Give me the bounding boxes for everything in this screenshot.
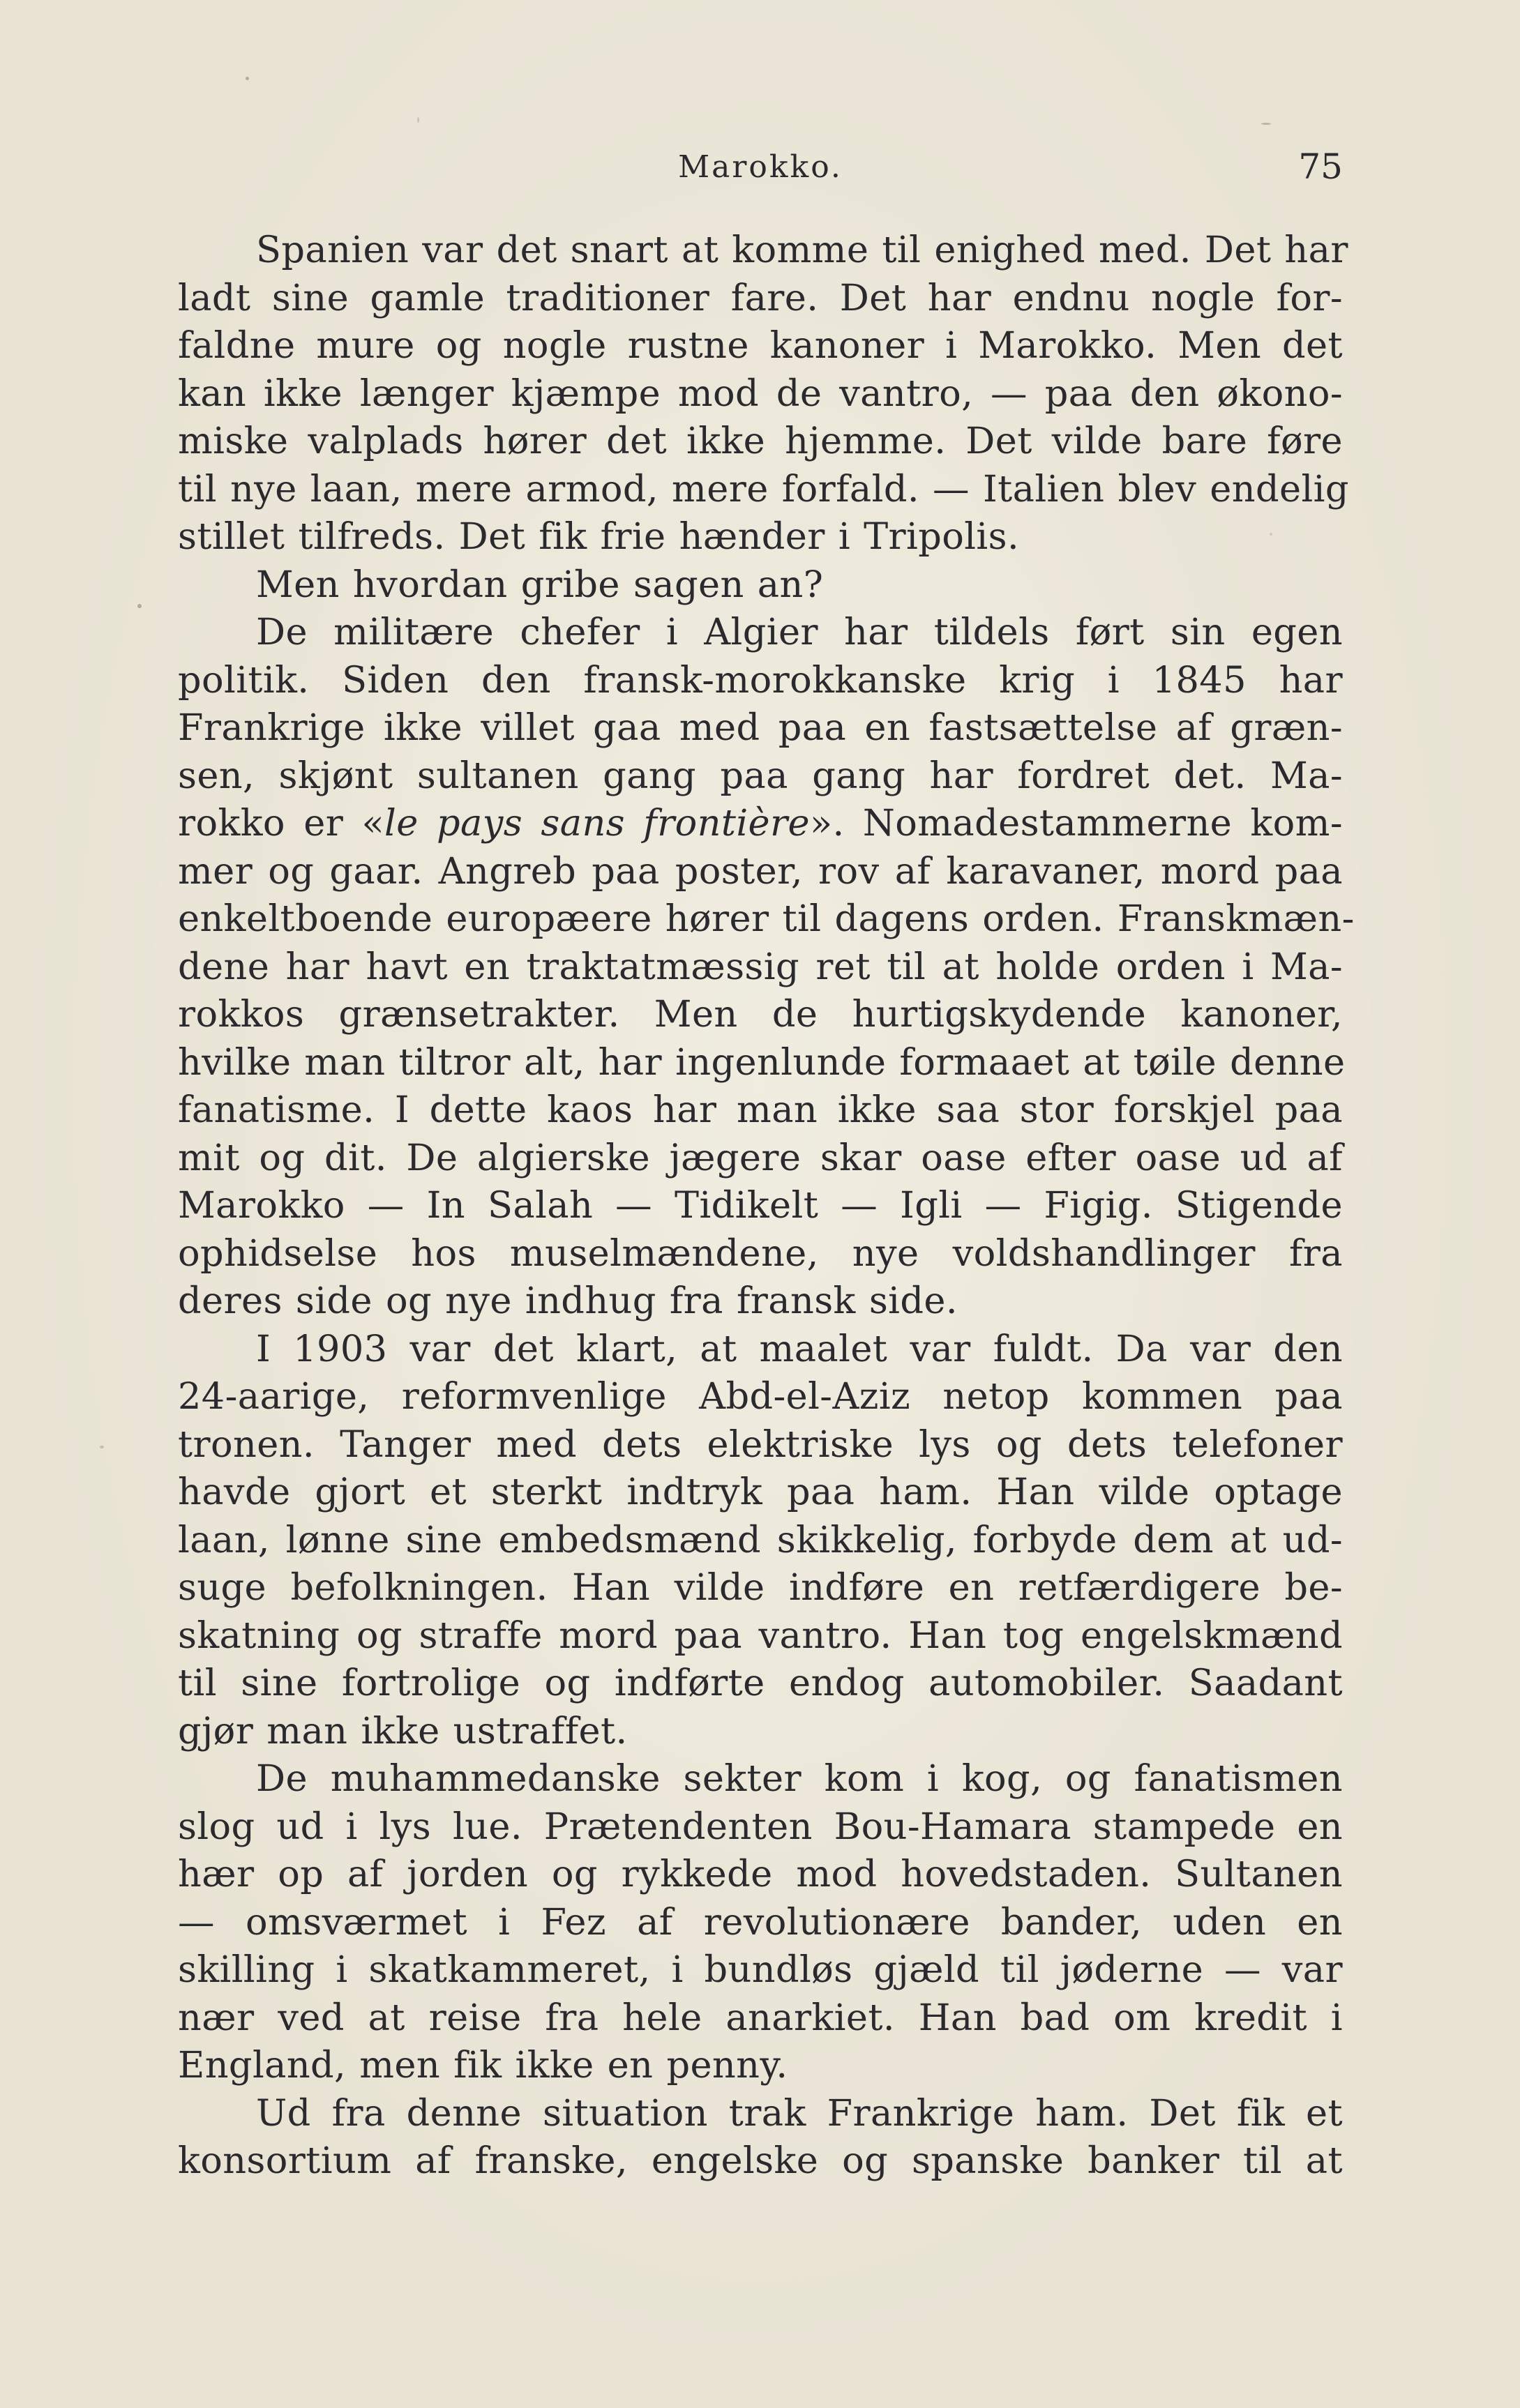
text-line-content: laan, lønne sine embedsmænd skikkelig, forbyde dem at ud-: [178, 1518, 1343, 1561]
text-line: [178, 1278, 1343, 1326]
text-line: [178, 1230, 1343, 1278]
text-line: [178, 2137, 1343, 2186]
text-line-content: 24-aarige, reformvenlige Abd-el-Aziz netop kommen paa: [178, 1375, 1343, 1418]
running-title: Marokko.: [678, 149, 843, 185]
text-line-content: havde gjort et sterkt indtryk paa ham. Han vilde optage: [178, 1471, 1343, 1513]
text-line: [178, 1803, 1343, 1852]
italic-phrase: le pays sans frontière: [384, 802, 810, 845]
text-line: [178, 2042, 1343, 2090]
page-number: 75: [1298, 146, 1343, 187]
text-line-content: mer og gaar. Angreb paa poster, rov af karavaner, mord paa: [178, 849, 1343, 893]
text-line: [178, 275, 1343, 323]
text-line-content: nær ved at reise fra hele anarkiet. Han bad om kredit i: [178, 1996, 1343, 2039]
text-line: [178, 1851, 1343, 1899]
text-line: [178, 1326, 1343, 1374]
text-line-content: miske valplads hører det ikke hjemme. Det vilde bare føre: [178, 420, 1343, 462]
text-line: [178, 466, 1349, 514]
text-line: [178, 1086, 1343, 1135]
paper-speck: [100, 1446, 104, 1448]
text-line-content: — omsværmet i Fez af revolutionære bander, uden en: [178, 1900, 1343, 1944]
text-line: [178, 513, 1343, 561]
text-line: [178, 895, 1355, 944]
text-line: [178, 1135, 1343, 1183]
text-line: [178, 752, 1343, 801]
text-line: [178, 657, 1343, 705]
text-line: [178, 1564, 1343, 1612]
text-line-content: til nye laan, mere armod, mere forfald. — Italien blev endelig: [178, 467, 1349, 510]
text-line: [178, 1708, 1343, 1756]
text-line-content: enkeltboende europæere hører til dagens orden. Franskmæn-: [178, 898, 1355, 940]
text-line-content: gjør man ikke ustraffet.: [178, 1709, 628, 1752]
body-text: [178, 227, 1355, 2186]
text-line-content: skatning og straffe mord paa vantro. Han tog engelskmænd: [178, 1614, 1343, 1657]
text-line-content: ladt sine gamle traditioner fare. Det har endnu nogle for-: [178, 276, 1343, 319]
text-line: [178, 418, 1343, 466]
paper-speck: [137, 604, 142, 608]
text-line-content: skilling i skatkammeret, i bundløs gjæld til jøderne — var: [178, 1948, 1343, 1991]
text-line-content: slog ud i lys lue. Prætendenten Bou-Hamara stampede en: [178, 1805, 1343, 1848]
text-line: [178, 1039, 1346, 1087]
text-line-continuation: ». Nomadestammerne kom-: [809, 802, 1343, 845]
text-line: [178, 561, 1343, 609]
text-line: [178, 848, 1343, 896]
text-line-content: Ud fra denne situation trak Frankrige ham. Det fik et: [256, 2091, 1343, 2135]
text-line-content: De muhammedanske sekter kom i kog, og fanatismen: [256, 1757, 1343, 1800]
text-line-content: kan ikke længer kjæmpe mod de vantro, — paa den økono-: [178, 372, 1343, 415]
paper-speck: [1261, 123, 1271, 125]
text-line: [178, 944, 1343, 992]
text-line-content: faldne mure og nogle rustne kanoner i Marokko. Men det: [178, 324, 1343, 367]
text-line: [178, 1469, 1343, 1517]
text-line-content: hær op af jorden og rykkede mod hovedstaden. Sultanen: [178, 1853, 1343, 1895]
text-line: [178, 1946, 1343, 1994]
text-line-content: De militære chefer i Algier har tildels ført sin egen: [256, 611, 1343, 653]
text-line-content: rokkos grænsetrakter. Men de hurtigskydende kanoner,: [178, 993, 1343, 1036]
text-line-content: til sine fortrolige og indførte endog automobiler. Saadant: [178, 1662, 1343, 1704]
text-line-content: deres side og nye indhug fra fransk side.: [178, 1280, 958, 1322]
text-line: [178, 1373, 1343, 1421]
text-line: [178, 800, 1343, 848]
text-line: [178, 370, 1343, 418]
text-line: [178, 227, 1348, 275]
text-line-content: konsortium af franske, engelske og spanske banker til at: [178, 2140, 1343, 2182]
text-line: [178, 1612, 1343, 1660]
text-line: [178, 609, 1343, 657]
text-line-content: suge befolkningen. Han vilde indføre en retfærdigere be-: [178, 1566, 1343, 1609]
text-line: [178, 2090, 1343, 2138]
text-line: [178, 991, 1343, 1039]
text-line-content: hvilke man tiltror alt, har ingenlunde formaaet at tøile denne: [178, 1040, 1346, 1084]
text-line: [178, 1421, 1343, 1469]
text-line-content: Spanien var det snart at komme til enighed med. Det har: [256, 229, 1348, 271]
text-line-content: England, men fik ikke en penny.: [178, 2044, 788, 2087]
text-line-content: Marokko — In Salah — Tidikelt — Igli — Figig. Stigende: [178, 1184, 1343, 1227]
text-line: [178, 1182, 1343, 1230]
text-line-content: dene har havt en traktatmæssig ret til at holde orden i Ma-: [178, 945, 1343, 988]
paper-speck: [246, 77, 249, 80]
text-line: [178, 1517, 1343, 1565]
text-line-content: Frankrige ikke villet gaa med paa en fastsættelse af græn-: [178, 706, 1343, 749]
text-line-content: I 1903 var det klart, at maalet var fuldt. Da var den: [256, 1327, 1343, 1370]
text-line: [178, 1899, 1343, 1947]
text-line: [178, 1755, 1343, 1803]
text-line: [178, 1994, 1343, 2043]
text-line-content: rokko er «: [178, 802, 385, 845]
text-line: [178, 322, 1343, 370]
paper-speck: [417, 117, 419, 123]
text-line-content: sen, skjønt sultanen gang paa gang har fordret det. Ma-: [178, 754, 1343, 797]
text-line-content: Men hvordan gribe sagen an?: [256, 563, 824, 606]
text-line: [178, 1660, 1343, 1708]
text-line-content: ophidselse hos muselmændene, nye voldshandlinger fra: [178, 1232, 1343, 1275]
text-line-content: stillet tilfreds. Det fik frie hænder i Tripolis.: [178, 515, 1020, 558]
text-line-content: fanatisme. I dette kaos har man ikke saa stor forskjel paa: [178, 1089, 1343, 1131]
text-line-content: politik. Siden den fransk-morokkanske krig i 1845 har: [178, 658, 1343, 702]
text-line: [178, 704, 1343, 752]
text-line-content: tronen. Tanger med dets elektriske lys og dets telefoner: [178, 1423, 1343, 1466]
page-header: [178, 146, 1343, 195]
text-line-content: mit og dit. De algierske jægere skar oase efter oase ud af: [178, 1136, 1343, 1179]
